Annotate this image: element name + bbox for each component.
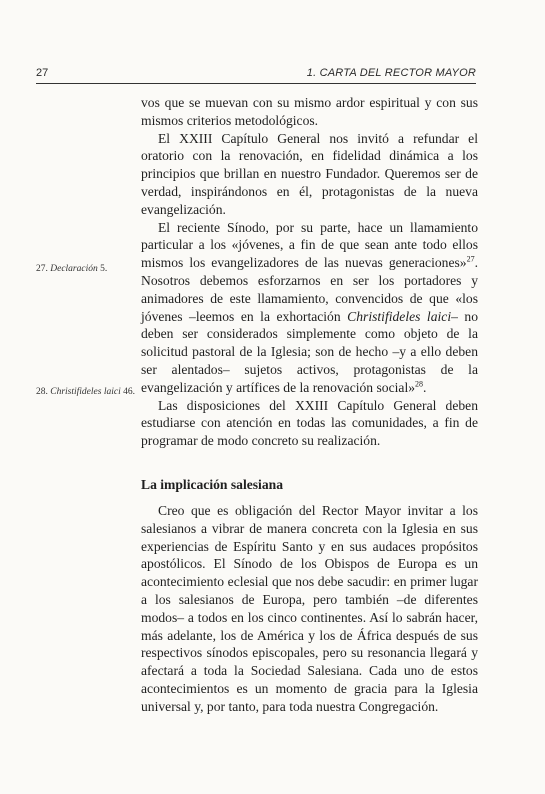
section-title: 1. CARTA DEL RECTOR MAYOR [306, 67, 476, 79]
paragraph-3-part-a: El reciente Sínodo, por su parte, hace un llamamiento particular a los «jóvenes, a fin de que sean ante todo ellos mismos los evangelizadores de las nuevas generaciones» [141, 219, 478, 271]
main-text [141, 94, 478, 450]
footnote-ref-27: 27 [466, 254, 475, 264]
paragraph-3-part-d: . [423, 379, 427, 395]
paragraph-3-italic: Christifideles laici [347, 308, 452, 324]
note-27-number: 27. [36, 264, 48, 274]
paragraph-3 [141, 219, 478, 397]
paragraph-2: El XXIII Capítulo General nos invitó a refundar el oratorio con la renovación, en fidelidad dinámica a los principios que brillan en nuestro Fundador. Queremos ser de verdad, inspirándonos en él, protagonistas de la nueva evangelización. [141, 130, 478, 217]
section-text [141, 502, 478, 716]
margin-note-28 [36, 387, 135, 397]
note-27-ref: 5. [97, 264, 108, 274]
paragraph-4: Las disposiciones del XXIII Capítulo General deben estudiarse con atención en todas las comunidades, a fin de programar de modo concreto su realización. [141, 397, 478, 449]
footnote-ref-28: 28 [415, 379, 424, 389]
paragraph-3-part-c: – no deben ser considerados simplemente como objeto de la solicitud pastoral de la Iglesia; son de hecho –y a ello deben ser alentados– sujetos activos, protagonistas de la evangelización y artífices de la renovación social» [141, 308, 479, 395]
running-header [36, 67, 476, 79]
note-27-title: Declaración [50, 264, 98, 274]
margin-note-27 [36, 264, 107, 274]
paragraph-1: vos que se muevan con su mismo ardor espiritual y con sus mismos criterios metodológicos. [141, 95, 478, 128]
note-28-number: 28. [36, 387, 48, 397]
paragraph-3-part-b: . Nosotros debemos esforzarnos en ser los portadores y animadores de este llamamiento, convencidos de que «los jóvenes –leemos en la exhortación [141, 255, 478, 324]
section-paragraph-1: Creo que es obligación del Rector Mayor invitar a los salesianos a vibrar de manera concreta con la Iglesia en sus experiencias de Espíritu Santo y en sus audaces propósitos apostólicos. El Sínodo de los Obispos de Europa es un acontecimiento eclesial que nos debe sacudir: en primer lugar a los salesianos de Europa, pero también –de diferentes modos– a todos en los cinco continentes. Así lo sabrán hacer, más adelante, los de América y los de África después de sus respectivos sínodos episcopales, pero su resonancia llegará y afectará a toda la Sociedad Salesiana. Cada uno de estos acontecimientos es un momento de gracia para la Iglesia universal y, por tanto, para toda nuestra Congregación. [141, 503, 478, 714]
section-heading: La implicación salesiana [141, 477, 283, 492]
note-28-ref: 46. [120, 387, 135, 397]
header-rule [36, 83, 476, 84]
page-number: 27 [36, 67, 49, 79]
note-28-title: Christifideles laici [50, 387, 121, 397]
